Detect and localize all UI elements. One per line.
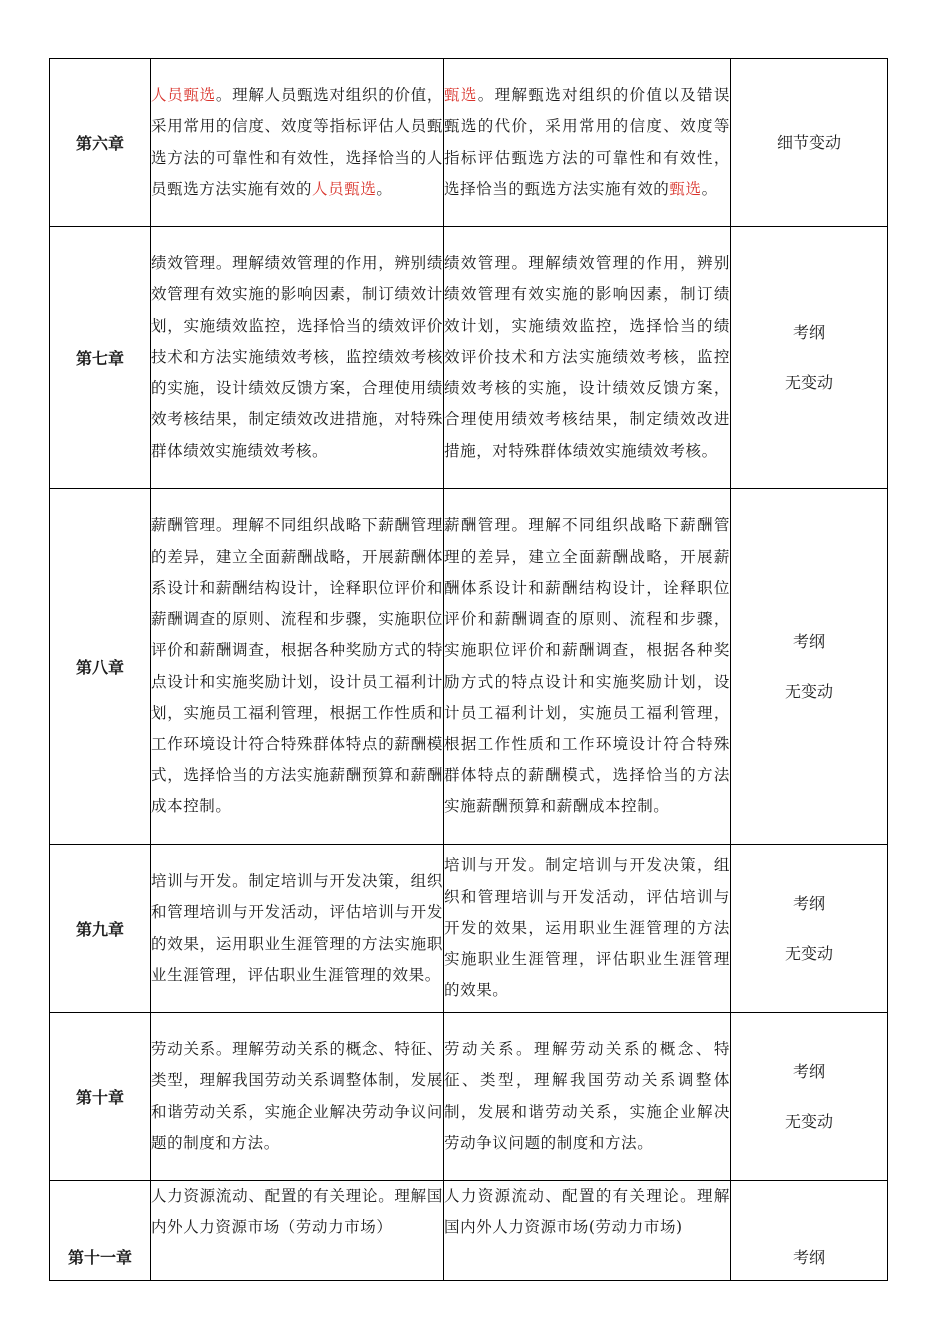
change-status-cell	[731, 845, 888, 1013]
old-syllabus-cell: 人力资源流动、配置的有关理论。理解国内外人力资源市场（劳动力市场）	[151, 1181, 444, 1281]
changed-term: 人员甄选	[312, 179, 377, 198]
chapter-cell: 第七章	[50, 227, 151, 489]
old-syllabus-cell	[151, 59, 444, 227]
table-row	[50, 1181, 888, 1281]
table-row	[50, 59, 888, 227]
chapter-cell: 第九章	[50, 845, 151, 1013]
table-row	[50, 227, 888, 489]
table-row	[50, 845, 888, 1013]
chapter-cell: 第八章	[50, 489, 151, 845]
new-syllabus-cell: 薪酬管理。理解不同组织战略下薪酬管理的差异，建立全面薪酬战略，开展薪酬体系设计和薪酬结构设计，诠释职位评价和薪酬调查的原则、流程和步骤，实施职位评价和薪酬调查，根据各种奖励方式的特点设计和实施奖励计划，设计员工福利计划，实施员工福利管理，根据工作性质和工作环境设计符合特殊群体特点的薪酬模式，选择恰当的方法实施薪酬预算和薪酬成本控制。	[444, 489, 731, 845]
change-status-cell	[731, 1181, 888, 1281]
old-syllabus-cell: 绩效管理。理解绩效管理的作用，辨别绩效管理有效实施的影响因素，制订绩效计划，实施绩效监控，选择恰当的绩效评价技术和方法实施绩效考核，监控绩效考核的实施，设计绩效反馈方案，合理使用绩效考核结果，制定绩效改进措施，对特殊群体绩效实施绩效考核。	[151, 227, 444, 489]
change-status: 考纲	[792, 322, 825, 342]
old-syllabus-cell: 薪酬管理。理解不同组织战略下薪酬管理的差异，建立全面薪酬战略，开展薪酬体系设计和薪酬结构设计，诠释职位评价和薪酬调查的原则、流程和步骤，实施职位评价和薪酬调查，根据各种奖励方式的特点设计和实施奖励计划，设计员工福利计划，实施员工福利管理，根据工作性质和工作环境设计符合特殊群体特点的薪酬模式，选择恰当的方法实施薪酬预算和薪酬成本控制。	[151, 489, 444, 845]
old-syllabus-cell: 培训与开发。制定培训与开发决策，组织和管理培训与开发活动，评估培训与开发的效果，运用职业生涯管理的方法实施职业生涯管理，评估职业生涯管理的效果。	[151, 845, 444, 1013]
old-syllabus-cell: 劳动关系。理解劳动关系的概念、特征、类型，理解我国劳动关系调整体制，发展和谐劳动关系，实施企业解决劳动争议问题的制度和方法。	[151, 1013, 444, 1181]
change-status-cell	[731, 1013, 888, 1181]
change-status: 无变动	[784, 1111, 833, 1131]
change-status: 无变动	[784, 943, 833, 963]
syllabus-text: 。	[701, 179, 718, 198]
new-syllabus-cell: 人力资源流动、配置的有关理论。理解国内外人力资源市场(劳动力市场)	[444, 1181, 731, 1281]
table-row	[50, 489, 888, 845]
change-status: 考纲	[792, 1061, 825, 1081]
new-syllabus-cell: 培训与开发。制定培训与开发决策，组织和管理培训与开发活动，评估培训与开发的效果，运用职业生涯管理的方法实施职业生涯管理，评估职业生涯管理的效果。	[444, 845, 731, 1013]
change-status-cell	[731, 227, 888, 489]
change-status: 考纲	[792, 893, 825, 913]
chapter-cell: 第十章	[50, 1013, 151, 1181]
syllabus-text: 。理解人员甄选对组织的价值，采用常用的信度、效度等指标评估人员甄选方法的可靠性和有效性，选择恰当的人员甄选方法实施有效的	[151, 86, 443, 198]
change-status: 细节变动	[776, 132, 841, 152]
changed-term: 人员甄选	[151, 86, 216, 105]
changed-term: 甄选	[669, 179, 702, 198]
syllabus-text: 。	[376, 179, 393, 198]
chapter-cell: 第六章	[50, 59, 151, 227]
chapter-cell: 第十一章	[50, 1181, 151, 1281]
syllabus-text: 。理解甄选对组织的价值以及错误甄选的代价，采用常用的信度、效度等指标评估甄选方法的可靠性和有效性，选择恰当的甄选方法实施有效的	[444, 86, 730, 198]
new-syllabus-cell	[444, 59, 731, 227]
change-status: 无变动	[784, 681, 833, 701]
change-status-cell	[731, 59, 888, 227]
change-status-cell	[731, 489, 888, 845]
table-row	[50, 1013, 888, 1181]
new-syllabus-cell: 绩效管理。理解绩效管理的作用，辨别绩效管理有效实施的影响因素，制订绩效计划，实施绩效监控，选择恰当的绩效评价技术和方法实施绩效考核，监控绩效考核的实施，设计绩效反馈方案，合理使用绩效考核结果，制定绩效改进措施，对特殊群体绩效实施绩效考核。	[444, 227, 731, 489]
changed-term: 甄选	[444, 86, 478, 105]
change-status: 考纲	[792, 1248, 825, 1267]
new-syllabus-cell: 劳动关系。理解劳动关系的概念、特征、类型，理解我国劳动关系调整体制，发展和谐劳动关系，实施企业解决劳动争议问题的制度和方法。	[444, 1013, 731, 1181]
change-status: 考纲	[792, 631, 825, 651]
change-status: 无变动	[784, 372, 833, 392]
syllabus-comparison-table	[49, 58, 888, 1281]
